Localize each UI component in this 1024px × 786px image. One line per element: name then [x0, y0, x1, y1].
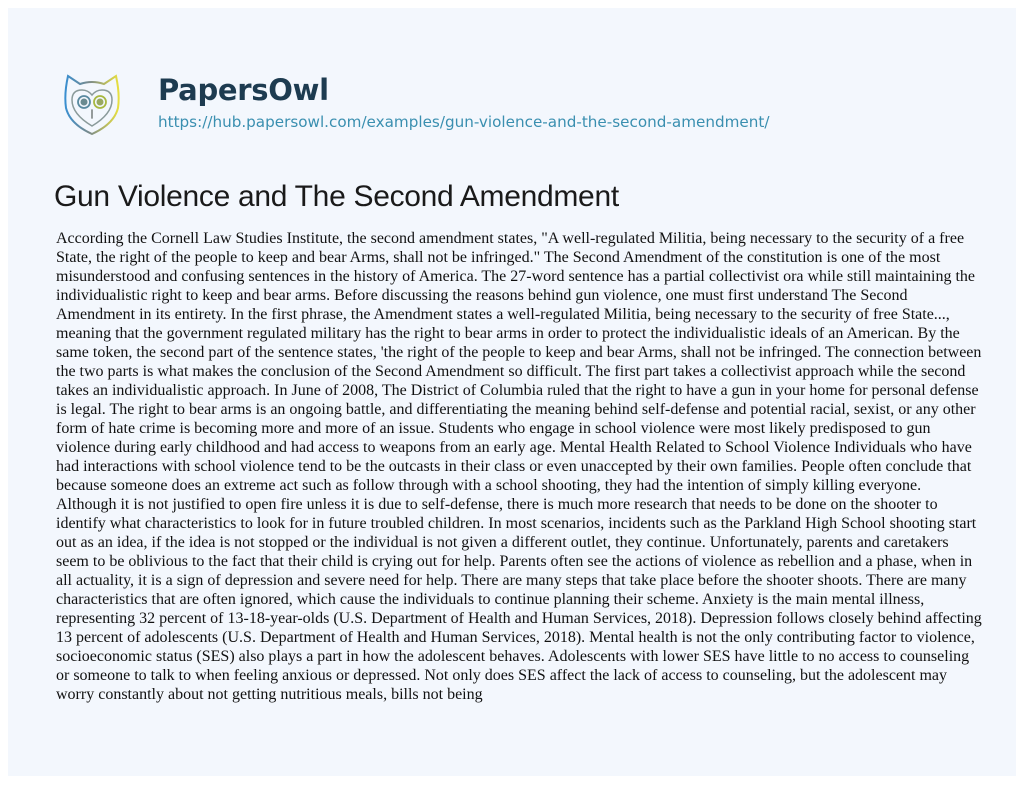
essay-line: takes an individualistic approach. In June of 2008, The District of Columbia ruled that the right to have a gun in your home for personal defense — [56, 382, 979, 399]
essay-line: out as an idea, if the idea is not stopped or the individual is not given a different outlet, they continue. Unfortunately, parents and caretakers — [56, 534, 949, 551]
essay-line: or someone to talk to when feeling anxious or depressed. Not only does SES affect the lack of access to counseling, but the adolescent may — [56, 667, 948, 684]
essay-line: meaning that the government regulated military has the right to bear arms in order to protect the individualistic ideals of an American. By the — [56, 325, 960, 342]
essay-line: seem to be oblivious to the fact that their child is crying out for help. Parents often see the actions of violence as rebellion and a phase, when in — [56, 553, 973, 570]
essay-line: characteristics that are often ignored, which cause the individuals to continue planning their scheme. Anxiety is the main mental illness, — [56, 591, 925, 608]
essay-body — [56, 229, 1016, 704]
essay-line: individualistic right to keep and bear arms. Before discussing the reasons behind gun violence, one must first understand The Second — [56, 287, 908, 304]
essay-line: the two parts is what makes the conclusion of the Second Amendment so difficult. The first part takes a collectivist approach while the second — [56, 363, 966, 380]
essay-line: form of hate crime is becoming more and more of an issue. Students who engage in school violence were most likely predisposed to gun — [56, 420, 931, 437]
brand-name: PapersOwl — [158, 73, 329, 107]
essay-line: had interactions with school violence tend to be the outcasts in their class or even unaccepted by their own families. People often conclude that — [56, 458, 972, 475]
essay-line: because someone does an extreme act such as follow through with a school shooting, they had the intention of simply killing everyone. — [56, 477, 922, 494]
essay-line: worry constantly about not getting nutritious meals, bills not being — [56, 686, 483, 703]
essay-line: misunderstood and confusing sentences in the history of America. The 27-word sentence has a partial collectivist ora while still maintaining the — [56, 268, 976, 285]
owl-logo-icon — [56, 68, 128, 140]
essay-title: Gun Violence and The Second Amendment — [54, 180, 619, 213]
essay-line: Although it is not justified to open fire unless it is due to self-defense, there is much more research that needs to be done on the shooter to — [56, 496, 938, 513]
essay-line: same token, the second part of the sentence states, 'the right of the people to keep and bear Arms, shall not be infringed. The connection between — [56, 344, 982, 361]
essay-line: Amendment in its entirety. In the first phrase, the Amendment states a well-regulated Militia, being necessary to the security of free State..., — [56, 306, 950, 323]
essay-line: 13 percent of adolescents (U.S. Department of Health and Human Services, 2018). Mental health is not the only contributing factor to violence, — [56, 629, 975, 646]
essay-line: According the Cornell Law Studies Institute, the second amendment states, "A well-regulated Militia, being necessary to the security of a free — [56, 230, 965, 247]
essay-line: State, the right of the people to keep and bear Arms, shall not be infringed." The Second Amendment of the constitution is one of the most — [56, 249, 941, 266]
essay-line: identify what characteristics to look for in future troubled children. In most scenarios, incidents such as the Parkland High School shooting start — [56, 515, 977, 532]
essay-line: is legal. The right to bear arms is an ongoing battle, and differentiating the meaning behind self-defense and potential racial, sexist, or any other — [56, 401, 976, 418]
essay-line: violence during early childhood and had access to weapons from an early age. Mental Health Related to School Violence Individuals who have — [56, 439, 972, 456]
essay-line: all actuality, it is a sign of depression and severe need for help. There are many steps that take place before the shooter shoots. There are many — [56, 572, 967, 589]
essay-line: representing 32 percent of 13-18-year-olds (U.S. Department of Health and Human Services, 2018). Depression follows closely behind affecting — [56, 610, 982, 627]
brand-block — [158, 70, 769, 132]
document-card — [8, 8, 1016, 776]
essay-line: socioeconomic status (SES) also plays a part in how the adolescent behaves. Adolescents with lower SES have little to no access to counseling — [56, 648, 970, 665]
site-header — [56, 70, 769, 150]
source-url-link[interactable]: https://hub.papersowl.com/examples/gun-violence-and-the-second-amendment/ — [158, 113, 770, 131]
